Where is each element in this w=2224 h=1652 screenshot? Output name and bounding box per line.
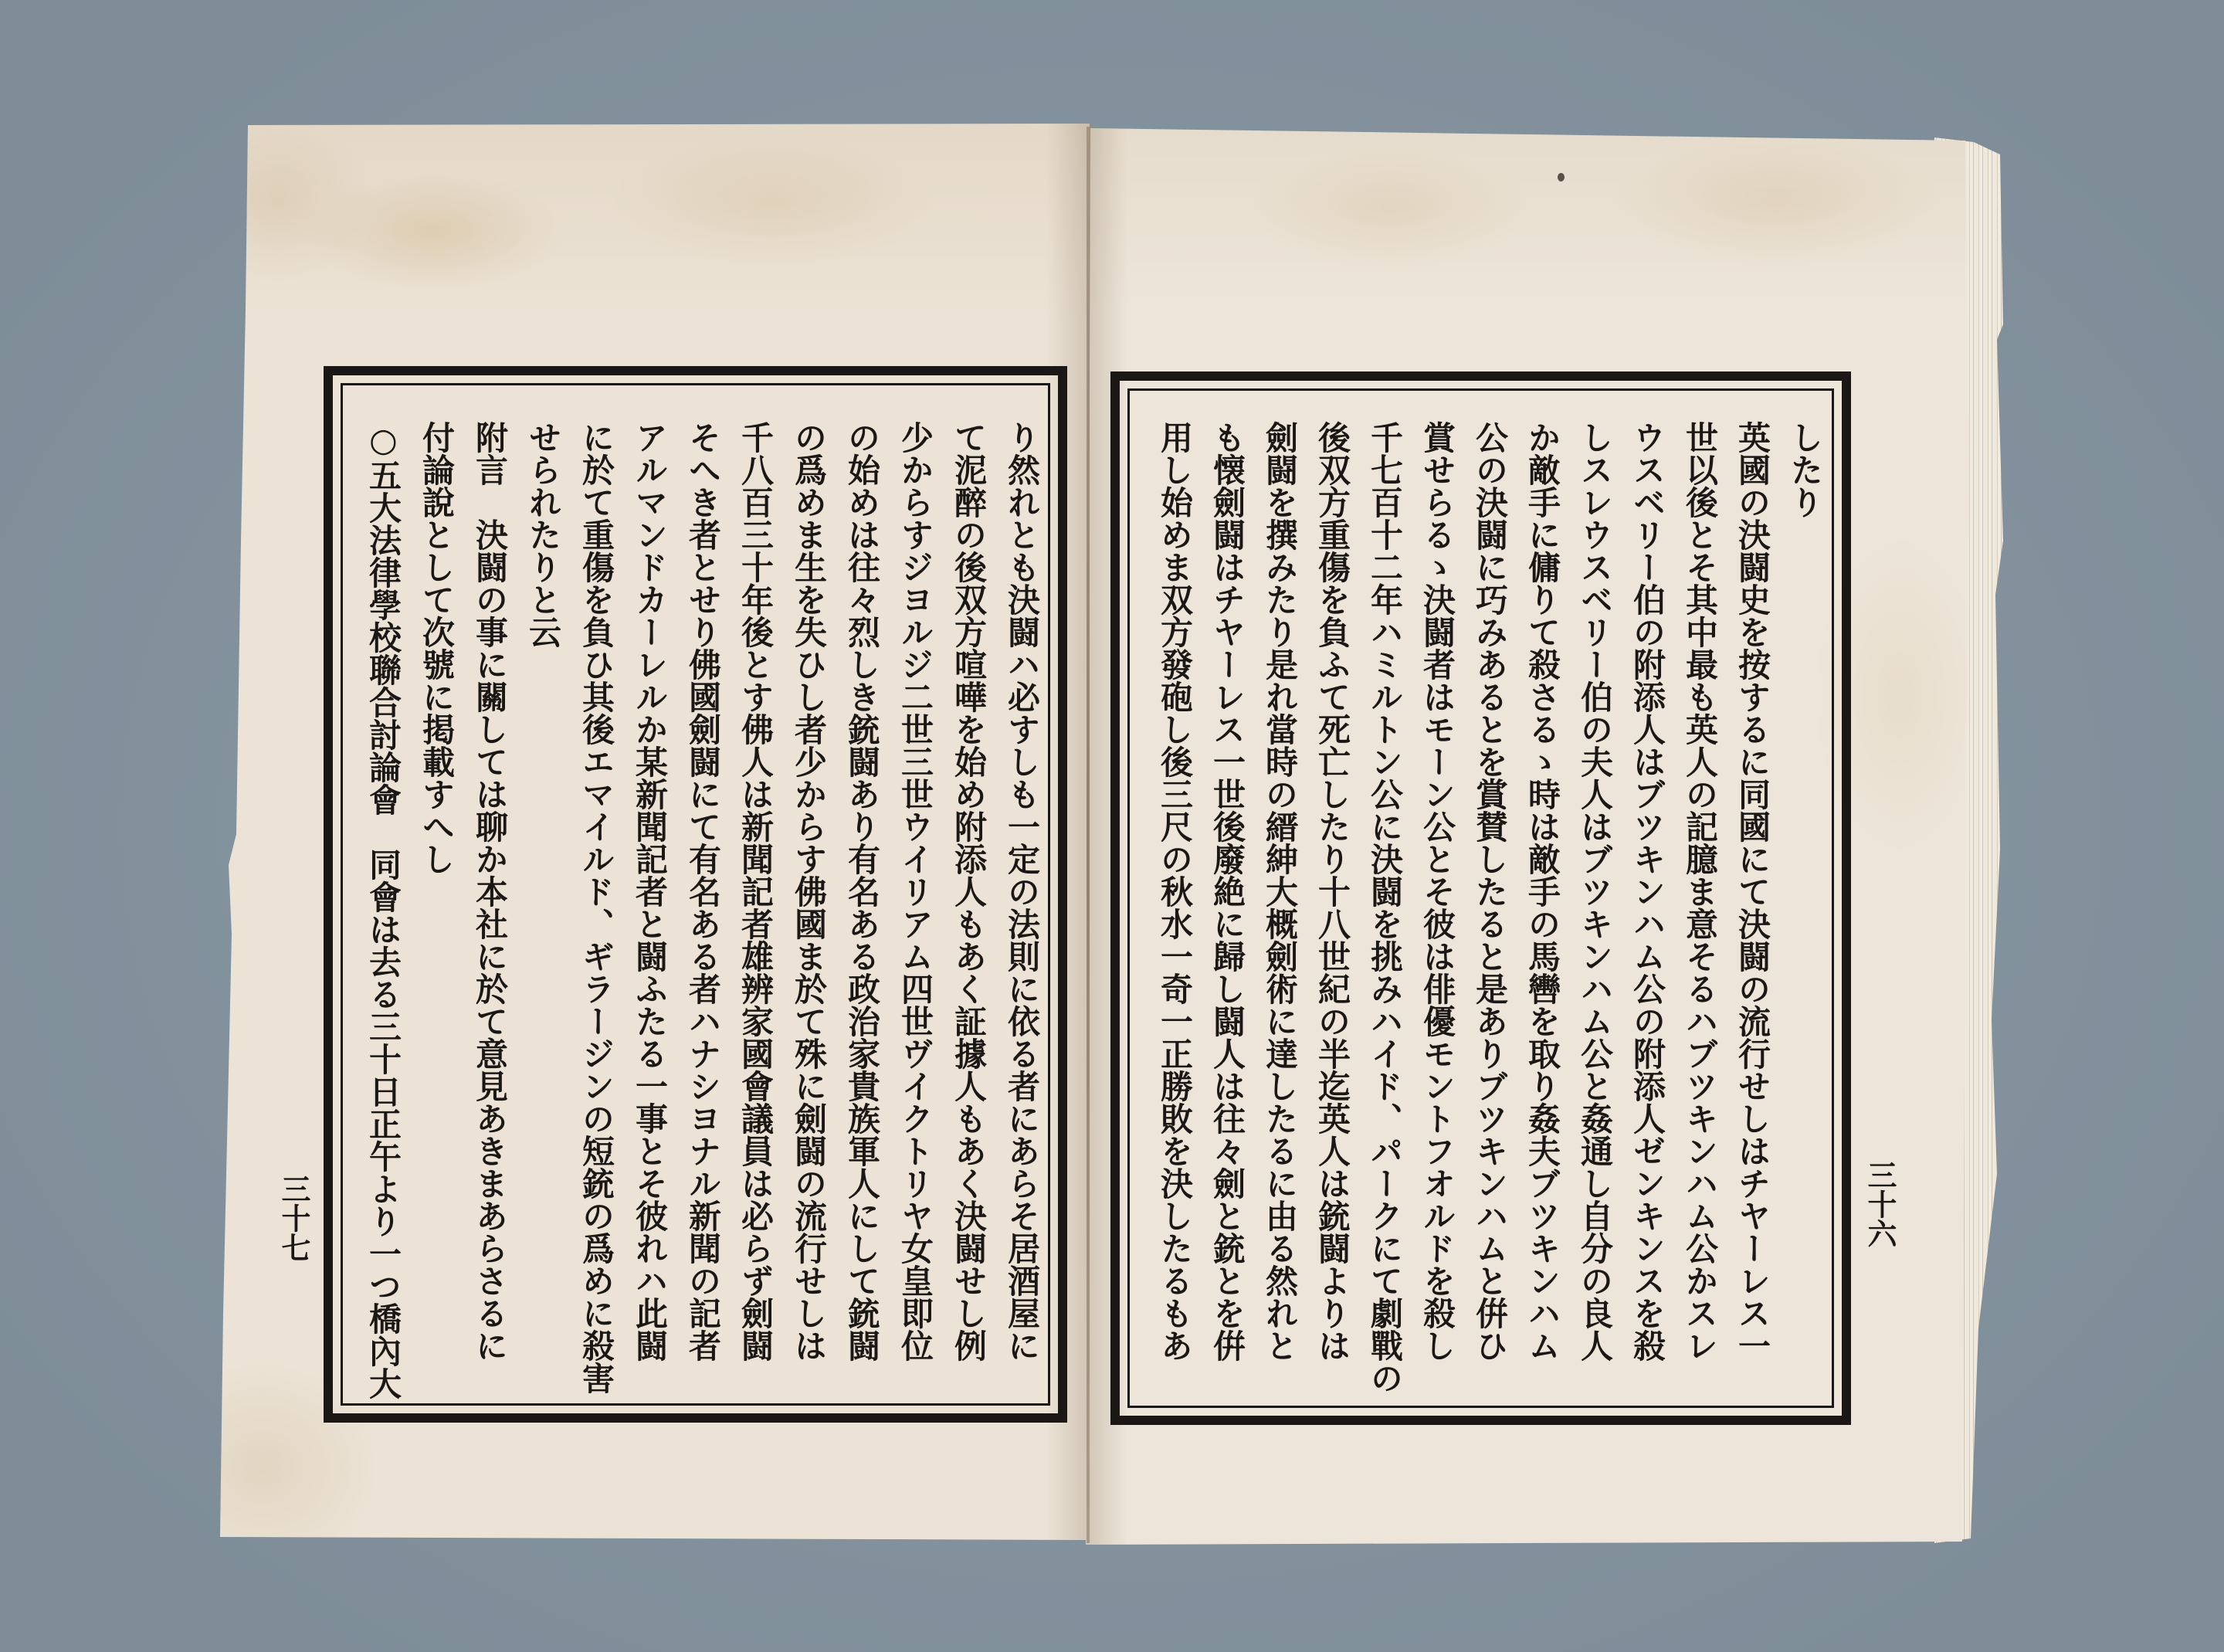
text-column: の爲めま生を失ひし者少からす佛國ま於て殊に劍闘の流行せしは [790,421,828,1362]
text-column: 世以後とそ其中最も英人の記臆ま意そるハブツキンハム公かスレ [1681,421,1719,1362]
book-spine [1087,127,1090,1543]
text-column: したり [1786,421,1824,518]
text-column: り然れとも決闘ハ必すしも一定の法則に依る者にあらそ居酒屋に [1003,421,1041,1362]
text-column: 千七百十二年ハミルトン公に決闘を挑みハイド、パークにて劇戰の [1366,421,1404,1394]
text-column: アルマンドカーレルか某新聞記者と闘ふたる一事とそ彼れハ此闘 [631,421,669,1362]
text-column: も懐劍闘はチヤーレス一世後廢絶に歸し闘人は往々劍と銃とを倂 [1209,421,1246,1362]
text-column: 後双方重傷を負ふて死亡したり十八世紀の半迄英人は銃闘よりは [1314,421,1351,1362]
text-column: 賞せらるゝ決闘者はモーン公とそ彼は俳優モントフオルドを殺し [1419,421,1456,1362]
text-column: 用し始めま双方發砲し後三尺の秋水一奇一正勝敗を決したるもあ [1156,421,1194,1362]
text-column: か敵手に傭りて殺さるゝ時は敵手の馬轡を取り姦夫ブツキンハム [1524,421,1561,1362]
news-item-column: ○五大法律學校聯合討論會 同會は去る三十日正午より一つ橋內大 [364,421,402,1399]
ink-spot [1558,173,1565,181]
note-column: 附言 決闘の事に關しては聊か本社に於て意見あきまあらさるに [471,421,509,1362]
page-number-right: 三十六 [1863,1160,1897,1248]
note-column: 付論說として次號に掲載すへし [418,421,456,875]
text-column: の始めは往々烈しき銃闘あり有名ある政治家貴族軍人にして銃闘 [843,421,881,1362]
text-column: しスレウスベリー伯の夫人はブツキンハム公と姦通し自分の良人 [1576,421,1614,1362]
text-column: せられたりと云 [524,421,562,648]
text-column: 千八百三十年後とす佛人は新聞記者雄辨家國會議員は必らず劍闘 [737,421,775,1362]
text-column: 少からすジヨルジ二世三世ウイリアム四世ヴイクトリヤ女皇即位 [897,421,934,1362]
text-column: て泥醉の後双方喧嘩を始め附添人もあく証據人もあく決闘せし例 [950,421,988,1362]
page-number-left: 三十七 [276,1174,311,1262]
text-column: 劍闘を撰みたり是れ當時の縉紳大概劍術に達したるに由る然れと [1261,421,1299,1362]
text-column: ウスベリー伯の附添人はブツキンハム公の附添人ゼンキンスを殺 [1629,421,1666,1362]
text-column: そへき者とせり佛國劍闘にて有名ある者ハナシヨナル新聞の記者 [684,421,722,1362]
text-column: 公の決闘に巧みあるとを賞賛したると是ありブツキンハムと倂ひ [1471,421,1509,1362]
text-column: 英國の決闘史を按するに同國にて決闘の流行せしはチヤーレス一 [1734,421,1771,1362]
text-column: に於て重傷を負ひ其後エマイルド、ギラージンの短銃の爲めに殺害 [578,421,615,1394]
